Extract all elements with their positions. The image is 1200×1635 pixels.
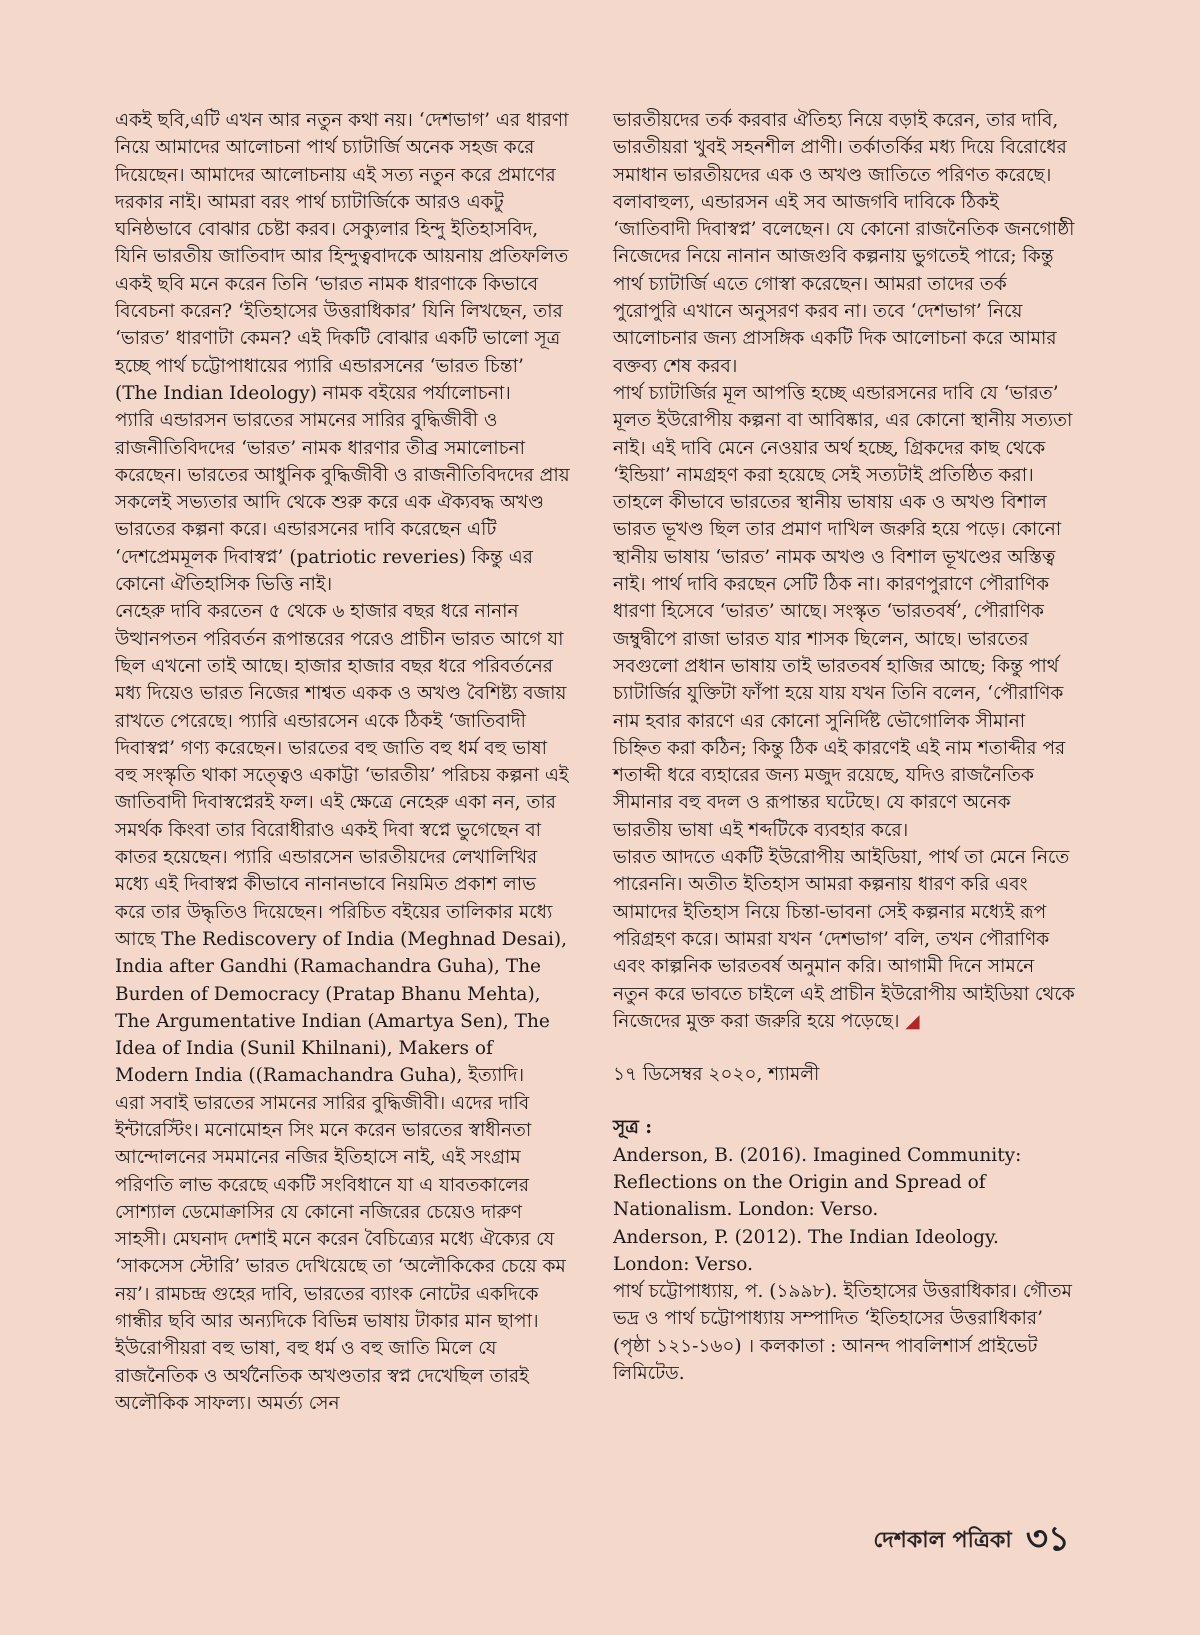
page-footer — [873, 1515, 1070, 1567]
paragraph-text: ভারত আদতে একটি ইউরোপীয় আইডিয়া, পার্থ তা মেনে নিতে পারেননি। অতীত ইতিহাস আমরা কল্পনায় ধারণ করি এবং আমাদের ইতিহাস নিয়ে চিন্তা-ভাবনা সেই কল্পনার মধ্যেই রূপ পরিগ্রহণ করে। আমরা যখন ‘দেশভাগ’ বলি, তখন পৌরাণিক এবং কাল্পনিক ভারতবর্ষ অনুমান করি। আগামী দিনে সামনে নতুন করে ভাবতে চাইলে এই প্রাচীন ইউরোপীয় আইডিয়া থেকে নিজেদের মুক্ত করা জরুরি হয়ে পড়েছে। — [613, 847, 1075, 1032]
paragraph: বলাবাহুল্য, এন্ডারসন এই সব আজগবি দাবিকে ঠিকই ‘জাতিবাদী দিবাস্বপ্ন’ বলেছেন। যে কোনো রাজনৈতিক জনগোষ্ঠী নিজেদের নিয়ে নানান আজগুবি কল্পনায় ভুগতেই পারে; কিন্তু পার্থ চ্যাটার্জি এতে গোস্বা করেছেন। আমরা তাদের তর্ক পুরোপুরি এখানে অনুসরণ করব না। তবে ‘দেশভাগ’ নিয়ে আলোচনার জন্য প্রাসঙ্গিক একটি দিক আলোচনা করে আমার বক্তব্য শেষ করব। — [613, 191, 1075, 377]
source-item: Anderson, P. (2012). The Indian Ideology. London: Verso. — [613, 1226, 999, 1275]
page-number: ৩১ — [1025, 1518, 1070, 1559]
magazine-logo: দেশকাল পত্রিকা — [873, 1527, 1012, 1553]
source-item: Anderson, B. (2016). Imagined Community: Reflections on the Origin and Spread of Nationalism. London: Verso. — [613, 1144, 1022, 1221]
left-column — [115, 107, 570, 1417]
source-item: পার্থ চট্টোপাধ্যায়, প. (১৯৯৮). ইতিহাসের উত্তরাধিকার। গৌতম ভদ্র ও পার্থ চট্টোপাধ্যায় সম্পাদিত ‘ইতিহাসের উত্তরাধিকার’ (পৃষ্ঠা ১২১-১৬০) । কলকাতা : আনন্দ পাবলিশার্স প্রাইভেট লিমিটেড. — [613, 1281, 1072, 1385]
paragraph: পার্থ চ্যাটার্জির মূল আপত্তি হচ্ছে এন্ডারসনের দাবি যে ‘ভারত’ মূলত ইউরোপীয় কল্পনা বা আবিষ্কার, এর কোনো স্থানীয় সত্যতা নাই। এই দাবি মেনে নেওয়ার অর্থ হচ্ছে, গ্রিকদের কাছ থেকে ‘ইন্ডিয়া’ নামগ্রহণ করা হয়েছে সেই সত্যটাই প্রতিষ্ঠিত করা। তাহলে কীভাবে ভারতের স্থানীয় ভাষায় এক ও অখণ্ড বিশাল ভারত ভূখণ্ড ছিল তার প্রমাণ দাখিল জরুরি হয়ে পড়ে। কোনো স্থানীয় ভাষায় ‘ভারত’ নামক অখণ্ড ও বিশাল ভূখণ্ডের অস্তিত্ব নাই। পার্থ দাবি করছেন সেটি ঠিক না। কারণপুরাণে পৌরাণিক ধারণা হিসেবে ‘ভারত’ আছে। সংস্কৃত ‘ভারতবর্ষ’, পৌরাণিক জম্বুদ্বীপে রাজা ভারত যার শাসক ছিলেন, আছে। ভারতের সবগুলো প্রধান ভাষায় তাই ভারতবর্ষ হাজির আছে; কিন্তু পার্থ চ্যাটার্জির যুক্তিটা ফাঁপা হয়ে যায় যখন তিনি বলেন, ‘পৌরাণিক নাম হবার কারণে এর কোনো সুনির্দিষ্ট ভৌগোলিক সীমানা চিহ্নিত করা কঠিন; কিন্তু ঠিক এই কারণেই এই নাম শতাব্দীর পর শতাব্দী ধরে ব্যহারের জন্য মজুদ রয়েছে, যদিও রাজনৈতিক সীমানার বহু বদল ও রূপান্তর ঘটেছে। যে কারণে অনেক ভারতীয় ভাষা এই শব্দটিকে ব্যবহার করে। — [613, 382, 1073, 841]
sources-title: সূত্র : — [613, 1117, 653, 1139]
paragraph: একই ছবি,এটি এখন আর নতুন কথা নয়। ‘দেশভাগ’ এর ধারণা নিয়ে আমাদের আলোচনা পার্থ চ্যাটার্জি অনেক সহজ করে দিয়েছেন। আমাদের আলোচনায় এই সত্য নতুন করে প্রমাণের দরকার নাই। আমরা বরং পার্থ চ্যাটার্জিকে আরও একটু ঘনিষ্ঠভাবে বোঝার চেষ্টা করব। সেক্যুলার হিন্দু ইতিহাসবিদ, যিনি ভারতীয় জাতিবাদ আর হিন্দুত্ববাদকে আয়নায় প্রতিফলিত একই ছবি মনে করেন তিনি ‘ভারত নামক ধারণাকে কিভাবে বিবেচনা করেন? ‘ইতিহাসের উত্তরাধিকার’ যিনি লিখছেন, তার ‘ভারত’ ধারণাটা কেমন? এই দিকটি বোঝার একটি ভালো সূত্র হচ্ছে পার্থ চট্টোপাধায়ের প্যারি এন্ডারসনের ‘ভারত চিন্তা’ (The Indian Ideology) নামক বইয়ের পর্যালোচনা। — [115, 110, 569, 404]
end-mark-icon: ◢ — [905, 1010, 920, 1032]
paragraph: প্যারি এন্ডারসন ভারতের সামনের সারির বুদ্ধিজীবী ও রাজনীতিবিদদের ‘ভারত’ নামক ধারণার তীব্র সমালোচনা করেছেন। ভারতের আধুনিক বুদ্ধিজীবী ও রাজনীতিবিদদের প্রায় সকলেই সভ্যতার আদি থেকে শুরু করে এক ঐক্যবদ্ধ অখণ্ড ভারতের কল্পনা করে। এন্ডারসনের দাবি করেছেন এটি ‘দেশপ্রেমমূলক দিবাস্বপ্ন’ (patriotic reveries) কিন্তু এর কোনো ঐতিহাসিক ভিত্তি নাই। — [115, 410, 570, 596]
dateline: ১৭ ডিসেম্বর ২০২০, শ্যামলী — [613, 1064, 820, 1086]
paragraph: ভারতীয়দের তর্ক করবার ঐতিহ্য নিয়ে বড়াই করেন, তার দাবি, ভারতীয়রা খুবই সহনশীল প্রাণী। তর্কাতর্কির মধ্য দিয়ে বিরোধের সমাধান ভারতীয়দের এক ও অখণ্ড জাতিতে পরিণত করেছে। — [613, 110, 1067, 186]
right-column — [613, 107, 1075, 1387]
paragraph-final — [613, 844, 1075, 1035]
paragraph: নেহেরু দাবি করতেন ৫ থেকে ৬ হাজার বছর ধরে নানান উত্থানপতন পরিবর্তন রূপান্তরের পরেও প্রাচীন ভারত আগে যা ছিল এখনো তাই আছে। হাজার হাজার বছর ধরে পরিবর্তনের মধ্য দিয়েও ভারত নিজের শাশ্বত একক ও অখণ্ড বৈশিষ্ট্য বজায় রাখতে পেরেছে। প্যারি এন্ডারসেন একে ঠিকই ‘জাতিবাদী দিবাস্বপ্ন’ গণ্য করেছেন। ভারতের বহু জাতি বহু ধর্ম বহু ভাষা বহু সংস্কৃতি থাকা সত্ত্বেও একাট্টা ‘ভারতীয়’ পরিচয় কল্পনা এই জাতিবাদী দিবাস্বপ্নেরই ফল। এই ক্ষেত্রে নেহেরু একা নন, তার সমর্থক কিংবা তার বিরোধীরাও একই দিবা স্বপ্নে ভুগেছেন বা কাতর হয়েছেন। প্যারি এন্ডারসেন ভারতীয়দের লেখালিখির মধ্যে এই দিবাস্বপ্ন কীভাবে নানানভাবে নিয়মিত প্রকাশ লাভ করে তার উদ্ধৃতিও দিয়েছেন। পরিচিত বইয়ের তালিকার মধ্যে আছে The Rediscovery of India (Meghnad Desai), India after Gandhi (Ramachandra Guha), The Burden of Democracy (Pratap Bhanu Mehta), The Argumentative Indian (Amartya Sen), The Idea of India (Sunil Khilnani), Makers of Modern India ((Ramachandra Guha), ইত্যাদি। — [115, 601, 569, 1087]
spacer — [613, 1035, 1075, 1061]
spacer — [613, 1088, 1075, 1114]
paragraph: এরা সবাই ভারতের সামনের সারির বুদ্ধিজীবী। এদের দাবি ইন্টারেস্টিং। মনোমোহন সিং মনে করেন ভারতের স্বাধীনতা আন্দোলনের সমমানের নজির ইতিহাসে নাই, এই সংগ্রাম পরিণতি লাভ করেছে একটি সংবিধানে যা এ যাবতকালের সোশ্যাল ডেমোক্রাসির যে কোনো নজিরের চেয়েও দারুণ সাহসী। মেঘনাদ দেশাই মনে করেন বৈচিত্র্যের মধ্যে ঐক্যের যে ‘সাকসেস স্টোরি’ ভারত দেখিয়েছে তা ‘অলৌকিকের চেয়ে কম নয়’। রামচন্দ্র গুহের দাবি, ভারতের ব্যাংক নোটের একদিকে গান্ধীর ছবি আর অন্যদিকে বিভিন্ন ভাষায় টাকার মান ছাপা। ইউরোপীয়রা বহু ভাষা, বহু ধর্ম ও বহু জাতি মিলে যে রাজনৈতিক ও অর্থনৈতিক অখণ্ডতার স্বপ্ন দেখেছিল তারই অলৌকিক সাফল্য। অমর্ত্য সেন — [115, 1092, 566, 1414]
